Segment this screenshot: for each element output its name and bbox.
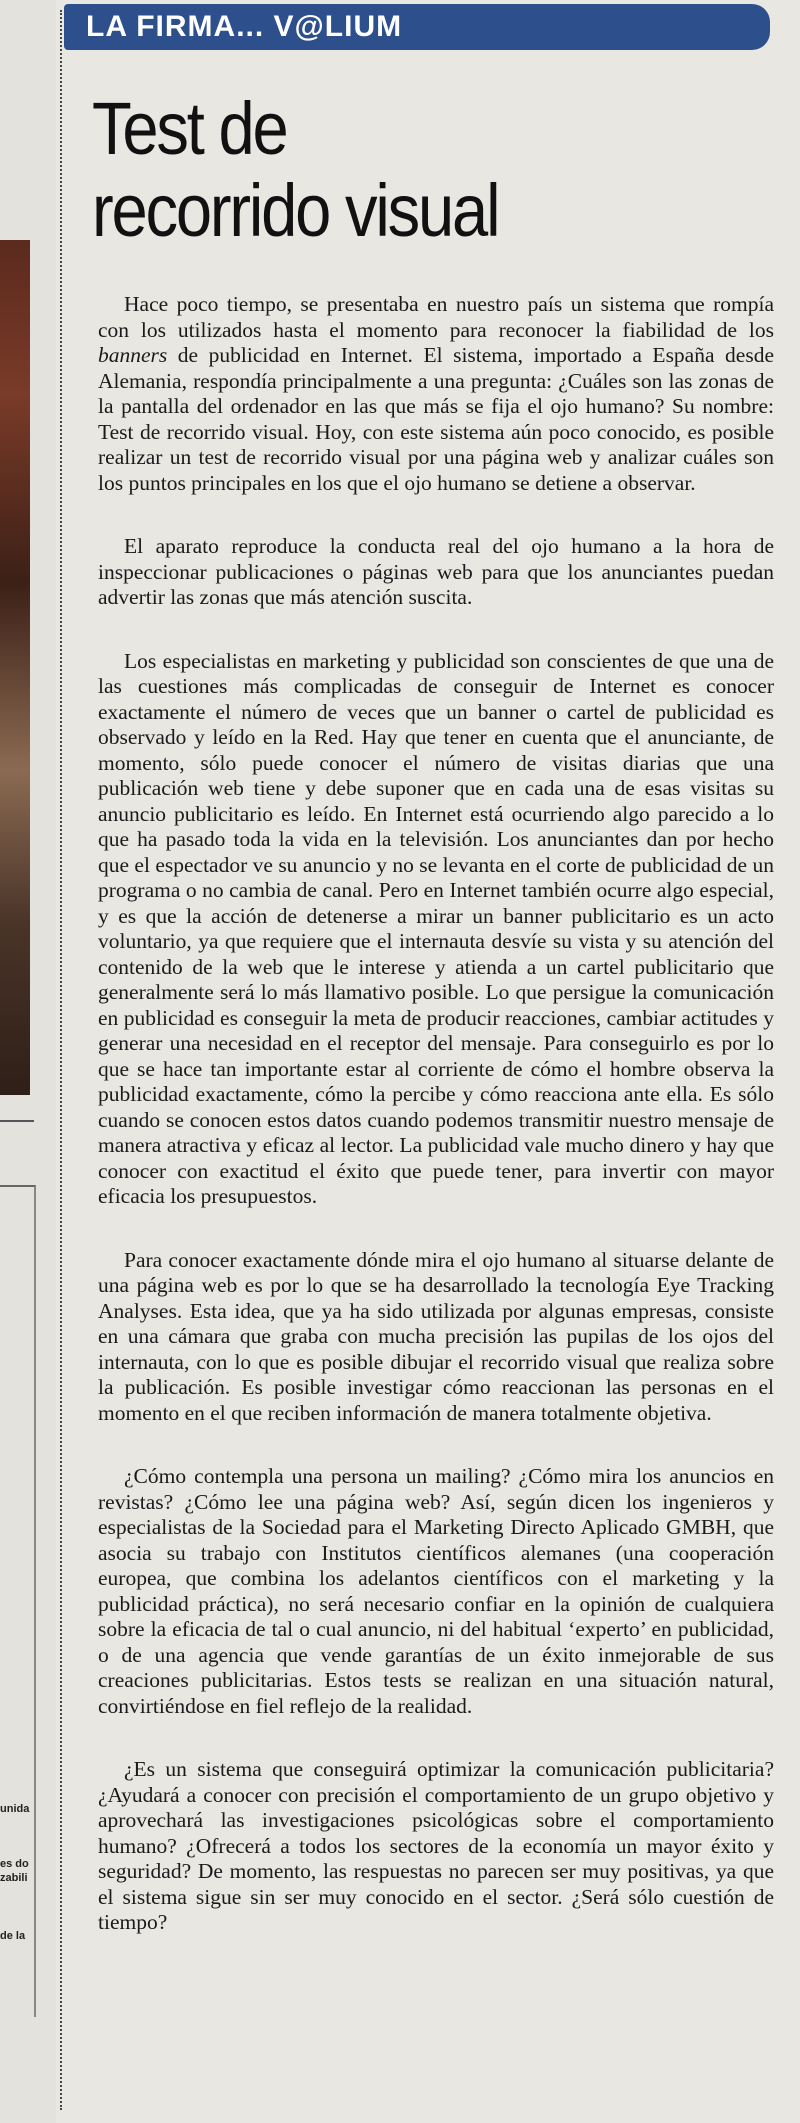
article-paragraph: Para conocer exactamente dónde mira el ojo humano al situarse delante de una página web es por lo que se ha desarrollado la tecnología Eye Tracking Analyses. Esta idea, que ya ha sido utilizada por algunas empresas, consiste en una cámara que graba con mucha precisión las pupilas de los ojos del internauta, con lo que es posible dibujar el recorrido visual que realiza sobre la publicación. Es posible investigar cómo reaccionan las personas en el momento en el que reciben información de manera totalmente objetiva.: [98, 1247, 774, 1425]
article-title-line: Test de: [92, 87, 287, 170]
article-paragraph: El aparato reproduce la conducta real del ojo humano a la hora de inspeccionar publicaciones o páginas web para que los anunciantes puedan advertir las zonas que más atención suscita.: [98, 534, 774, 609]
section-header-band: [64, 4, 770, 50]
adjacent-text-fragment: zabili: [0, 1872, 28, 1884]
adjacent-text-fragment: es do: [0, 1858, 29, 1870]
article-body: [98, 292, 774, 1974]
paragraph-emphasis: banners: [98, 343, 168, 367]
adjacent-page-strip: [0, 0, 56, 2123]
article-title-line: recorrido visual: [92, 169, 499, 252]
paragraph-text: Hace poco tiempo, se presentaba en nuestro país un sistema que rompía con los utilizados hasta el momento para reconocer la fiabilidad de los: [98, 292, 774, 342]
section-label: LA FIRMA... V@LIUM: [86, 10, 403, 43]
article-paragraph: Los especialistas en marketing y publicidad son conscientes de que una de las cuestiones más complicadas de conseguir de Internet es conocer exactamente el número de veces que un banner o cartel de publicidad es observado y leído en la Red. Hay que tener en cuenta que el anunciante, de momento, sólo puede conocer el número de visitas diarias que una publicación web tiene y debe suponer que en cada una de esas visitas su anuncio publicitario es leído. En Internet está ocurriendo algo parecido a lo que ha pasado toda la vida en la televisión. Los anunciantes dan por hecho que el espectador ve su anuncio y no se levanta en el corte de publicidad de un programa o no cambia de canal. Pero en Internet también ocurre algo especial, y es que la acción de detenerse a mirar un banner publicitario es un acto voluntario, ya que requiere que el internauta desvíe su vista y su atención del contenido de la web que le interese y atienda a un cartel publicitario que generalmente será lo más llamativo posible. Lo que persigue la comunicación en publicidad es conseguir la meta de producir reacciones, cambiar actitudes y generar una necesidad en el receptor del mensaje. Para conseguirlo es por lo que se hace tan importante estar al corriente de cómo el hombre observa la publicidad exactamente, cómo la percibe y cómo reacciona ante ella. Es sólo cuando se conocen estos datos cuando podemos transmitir nuestro mensaje de manera atractiva y eficaz al lector. La publicidad vale mucho dinero y hay que conocer con exactitud el éxito que puede tener, para invertir con mayor eficacia los presupuestos.: [98, 648, 774, 1208]
article-title: [92, 88, 655, 252]
adjacent-page-photo: [0, 240, 30, 1095]
adjacent-page-box: [0, 1185, 36, 2017]
adjacent-text-fragment: de la: [0, 1930, 26, 1942]
article-paragraph: [98, 292, 774, 496]
article-paragraph: ¿Es un sistema que conseguirá optimizar la comunicación publicitaria? ¿Ayudará a conocer con precisión el comportamiento de un grupo objetivo y aprovechará las investigaciones psicológicas sobre el comportamiento humano? ¿Ofrecerá a todos los sectores de la economía un mayor éxito y seguridad? De momento, las respuestas no parecen ser muy positivas, ya que el sistema sigue sin ser muy conocido en el sector. ¿Será sólo cuestión de tiempo?: [98, 1757, 774, 1934]
adjacent-page-rule: [0, 1120, 34, 1122]
paragraph-text: de publicidad en Internet. El sistema, importado a España desde Alemania, respondía principalmente a una pregunta: ¿Cuáles son las zonas de la pantalla del ordenador en las que más se fija el ojo humano? Su nombre: Test de recorrido visual. Hoy, con este sistema aún poco conocido, es posible realizar un test de recorrido visual por una página web y analizar cuáles son los puntos principales en los que el ojo humano se detiene a observar.: [98, 343, 774, 495]
column-divider: [60, 10, 62, 2110]
adjacent-text-fragment: unida: [0, 1803, 30, 1815]
article-paragraph: ¿Cómo contempla una persona un mailing? ¿Cómo mira los anuncios en revistas? ¿Cómo lee una página web? Así, según dicen los ingenieros y especialistas de la Sociedad para el Marketing Directo Aplicado GMBH, que asocia su trabajo con Institutos científicos alemanes (una cooperación europea, que combina los adelantos científicos con el marketing y la publicidad práctica), no será necesario confiar en la opinión de cualquiera sobre la eficacia de tal o cual anuncio, ni del habitual ‘experto’ en publicidad, o de una agencia que vende garantías de un éxito inmejorable de sus creaciones publicitarias. Estos tests se realizan en una situación natural, convirtiéndose en fiel reflejo de la realidad.: [98, 1464, 774, 1718]
